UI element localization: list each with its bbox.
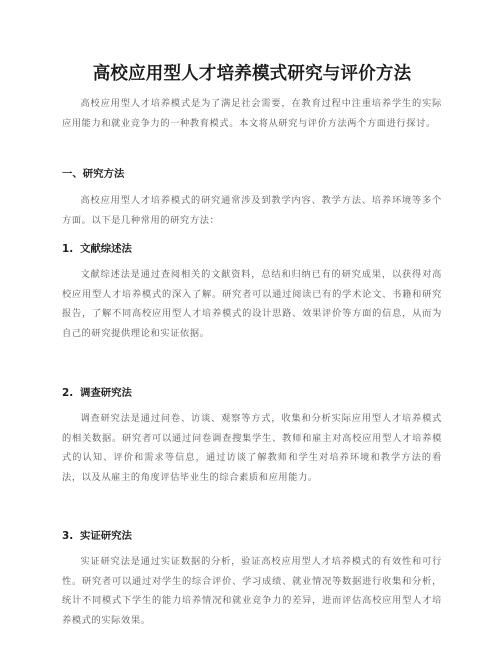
subsection-number: 2.	[62, 387, 74, 399]
subsection-title: 调查研究法	[80, 387, 132, 399]
survey-research-paragraph: 调查研究法是通过问卷、访谈、观察等方式，收集和分析实际应用型人才培养模式的相关数据。研究者可以通过问卷调查搜集学生、教师和雇主对高校应用型人才培养模式的认知、评价和需求等信息，通过访谈了解教师和学生对培养环境和教学方法的看法，以及从雇主的角度评估毕业生的综合素质和应用能力。	[62, 413, 442, 483]
document-title: 高校应用型人才培养模式研究与评价方法	[92, 64, 412, 84]
subsection-heading-survey-research	[62, 385, 132, 401]
subsection-title: 实证研究法	[80, 530, 132, 542]
intro-paragraph: 高校应用型人才培养模式是为了满足社会需要，在教育过程中注重培养学生的实际应用能力和就业竞争力的一种教育模式。本文将从研究与评价方法两个方面进行探讨。	[62, 98, 442, 129]
subsection-title: 文献综述法	[80, 243, 132, 255]
subsection-number: 3.	[62, 530, 74, 542]
subsection-heading-empirical-research	[62, 528, 132, 544]
subsection-number: 1.	[62, 243, 74, 255]
literature-review-paragraph: 文献综述法是通过查阅相关的文献资料，总结和归纳已有的研究成果，以获得对高校应用型人才培养模式的深入了解。研究者可以通过阅读已有的学术论文、书籍和研究报告，了解不同高校应用型人才培养模式的设计思路、效果评价等方面的信息，从而为自己的研究提供理论和实证依据。	[62, 269, 442, 339]
section-heading-research-methods: 一、研究方法	[62, 168, 125, 180]
empirical-research-paragraph: 实证研究法是通过实证数据的分析，验证高校应用型人才培养模式的有效性和可行性。研究者可以通过对学生的综合评价、学习成绩、就业情况等数据进行收集和分析，统计不同模式下学生的能力培养情况和就业竞争力的差异，进而评估高校应用型人才培养模式的实际效果。	[62, 556, 442, 626]
section-intro-paragraph: 高校应用型人才培养模式的研究通常涉及到教学内容、教学方法、培养环境等多个方面。以下是几种常用的研究方法：	[62, 195, 442, 226]
subsection-heading-literature-review	[62, 241, 132, 257]
